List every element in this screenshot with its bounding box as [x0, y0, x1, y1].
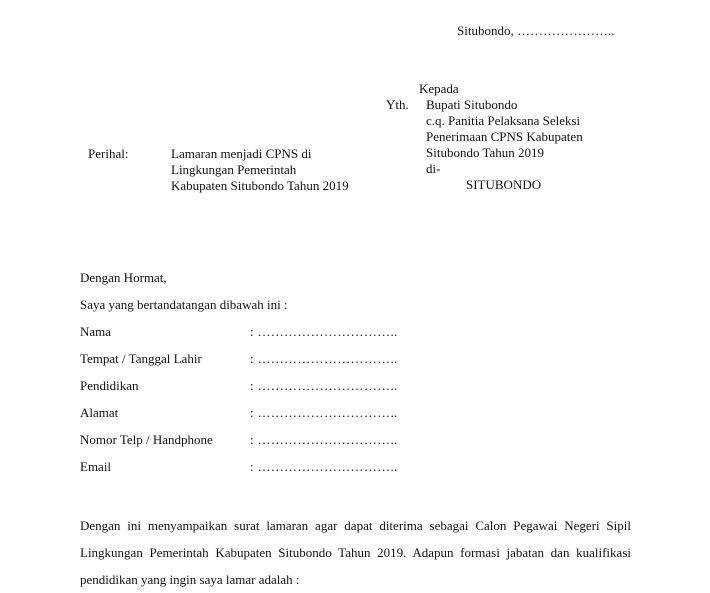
field-row-tempat-tanggal-lahir	[80, 351, 640, 367]
field-label: Pendidikan	[80, 378, 139, 393]
field-value: : …………………………..	[250, 351, 398, 366]
perihal-line: Kabupaten Situbondo Tahun 2019	[171, 178, 349, 193]
field-value: : …………………………..	[250, 405, 398, 420]
perihal-subject	[171, 146, 349, 194]
recipient-line: Bupati Situbondo	[426, 97, 518, 112]
recipient-line: Penerimaan CPNS Kabupaten	[426, 129, 583, 144]
recipient-line: di-	[426, 161, 441, 176]
intro-text: Saya yang bertandatangan dibawah ini :	[80, 297, 288, 312]
recipient-yth: Yth.	[386, 97, 409, 112]
field-row-telepon	[80, 432, 640, 448]
place-date: Situbondo, …………………..	[457, 23, 615, 38]
greeting: Dengan Hormat,	[80, 270, 167, 285]
recipient-address	[426, 97, 583, 193]
recipient-line: Situbondo Tahun 2019	[426, 145, 545, 160]
perihal-label: Perihal:	[88, 146, 129, 161]
recipient-kepada: Kepada	[419, 81, 459, 96]
recipient-line: c.q. Panitia Pelaksana Seleksi	[426, 113, 581, 128]
field-label: Alamat	[80, 405, 119, 420]
field-row-nama	[80, 324, 640, 340]
field-row-email	[80, 459, 640, 475]
field-label: Nomor Telp / Handphone	[80, 432, 213, 447]
field-label: Tempat / Tanggal Lahir	[80, 351, 202, 366]
field-value: : …………………………..	[250, 459, 398, 474]
field-label: Email	[80, 459, 112, 474]
perihal-line: Lingkungan Pemerintah	[171, 162, 297, 177]
field-value: : …………………………..	[250, 432, 398, 447]
field-label: Nama	[80, 324, 112, 339]
field-value: : …………………………..	[250, 378, 398, 393]
recipient-city: SITUBONDO	[466, 177, 542, 192]
field-row-pendidikan	[80, 378, 640, 394]
perihal-line: Lamaran menjadi CPNS di	[171, 146, 312, 161]
field-row-alamat	[80, 405, 640, 421]
field-value: : …………………………..	[250, 324, 398, 339]
body-paragraph: Dengan ini menyampaikan surat lamaran agar dapat diterima sebagai Calon Pegawai Negeri Sipil Lingkungan Pemerintah Kabupaten Situbondo Tahun 2019. Adapun formasi jabatan dan kualifikasi pendidikan yang ingin saya lamar adalah :	[80, 518, 631, 587]
